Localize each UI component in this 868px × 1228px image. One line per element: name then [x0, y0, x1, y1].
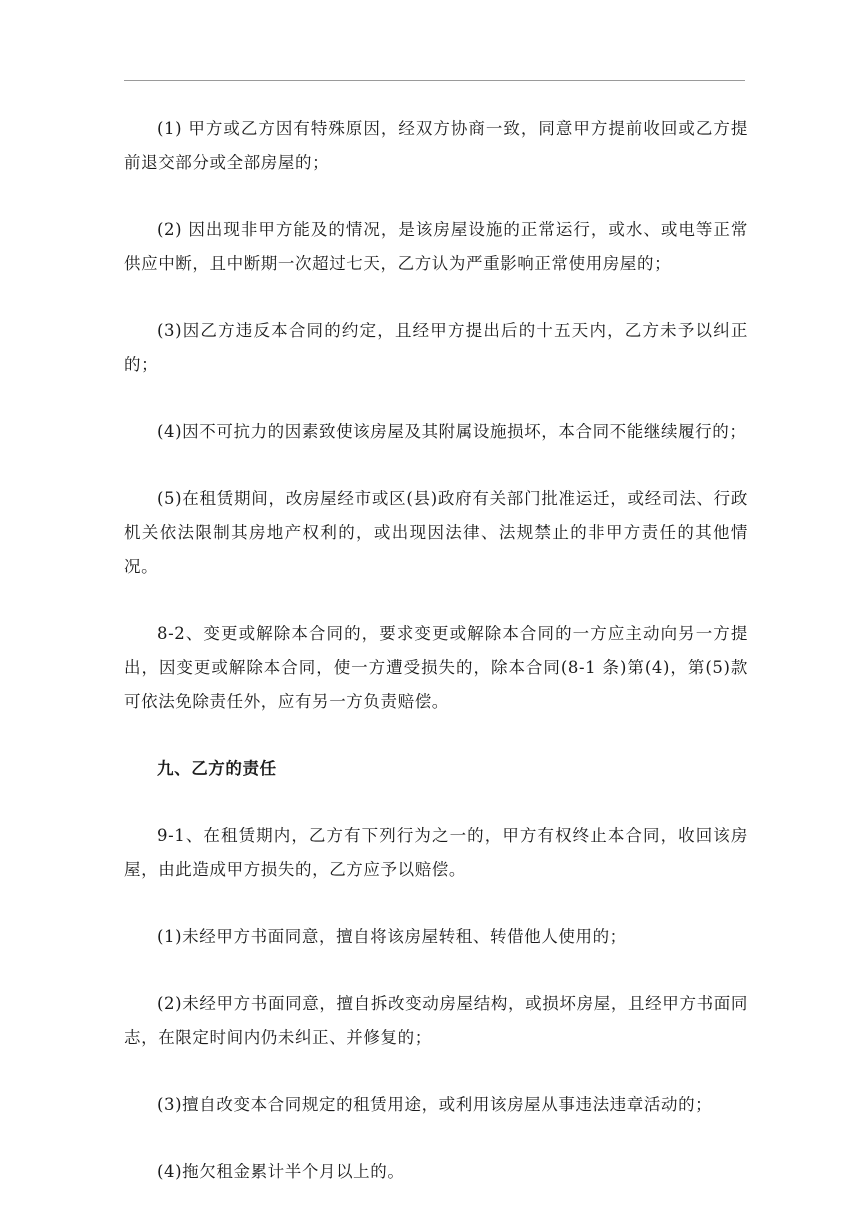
paragraph-8-2: 8-2、变更或解除本合同的，要求变更或解除本合同的一方应主动向另一方提出，因变更或解除本合同，使一方遭受损失的，除本合同(8-1 条)第(4)，第(5)款可依法免除责任外，应有另一方负责赔偿。 — [124, 624, 748, 711]
paragraph-9-1-item-3: (3)擅自改变本合同规定的租赁用途，或利用该房屋从事违法违章活动的； — [157, 1095, 713, 1114]
paragraph-9-1: 9-1、在租赁期内，乙方有下列行为之一的，甲方有权终止本合同，收回该房屋，由此造成甲方损失的，乙方应予以赔偿。 — [124, 826, 748, 879]
paragraph-9-1-item-4: (4)拖欠租金累计半个月以上的。 — [157, 1162, 405, 1181]
paragraph-9-1-item-2: (2)未经甲方书面同意，擅自拆改变动房屋结构，或损坏房屋，且经甲方书面同志，在限定时间内仍未纠正、并修复的； — [124, 994, 748, 1047]
paragraph-clause-4: (4)因不可抗力的因素致使该房屋及其附属设施损坏，本合同不能继续履行的； — [157, 422, 747, 441]
header-rule — [124, 80, 745, 81]
paragraph-clause-2: (2) 因出现非甲方能及的情况，是该房屋设施的正常运行，或水、或电等正常供应中断，且中断期一次超过七天，乙方认为严重影响正常使用房屋的； — [124, 220, 748, 273]
paragraph-clause-5: (5)在租赁期间，改房屋经市或区(县)政府有关部门批准运迁，或经司法、行政机关依法限制其房地产权利的，或出现因法律、法规禁止的非甲方责任的其他情况。 — [124, 489, 748, 576]
section-heading-9: 九、乙方的责任 — [157, 759, 277, 778]
paragraph-clause-1: (1) 甲方或乙方因有特殊原因，经双方协商一致，同意甲方提前收回或乙方提前退交部分或全部房屋的； — [124, 119, 748, 172]
paragraph-9-1-item-1: (1)未经甲方书面同意，擅自将该房屋转租、转借他人使用的； — [157, 927, 627, 946]
paragraph-clause-3: (3)因乙方违反本合同的约定，且经甲方提出后的十五天内，乙方未予以纠正的； — [124, 321, 748, 374]
document-body — [124, 112, 748, 1222]
